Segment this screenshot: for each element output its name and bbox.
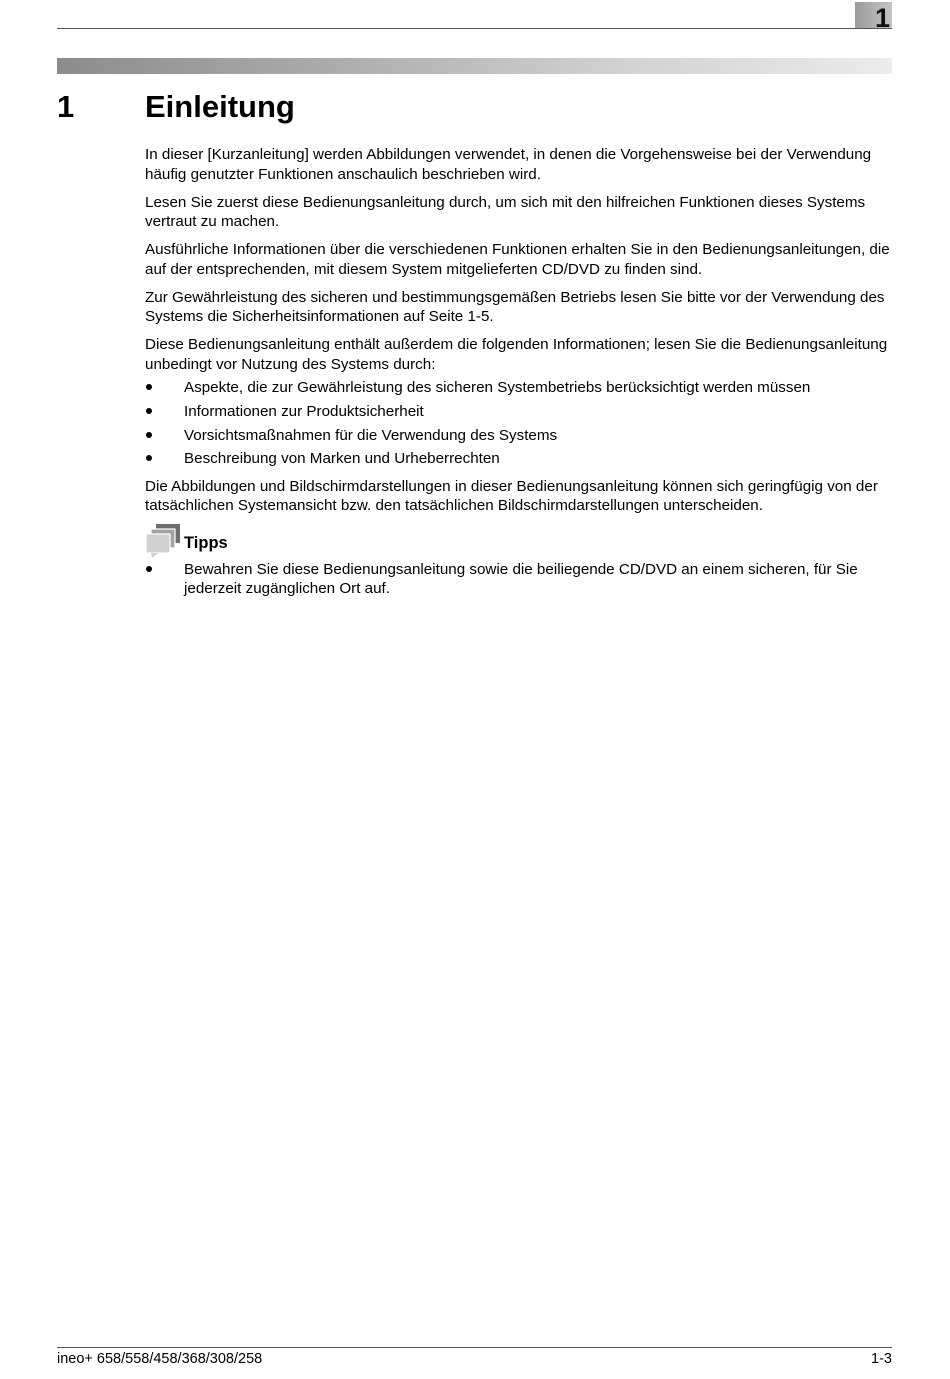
chapter-tab [855,2,892,33]
tips-icon [145,524,183,558]
footer-model: ineo+ 658/558/458/368/308/258 [57,1351,263,1367]
main-content [145,145,895,607]
chapter-gradient-bar [57,58,892,74]
paragraph: Lesen Sie zuerst diese Bedienungsanleitung durch, um sich mit den hilfreichen Funktionen dieses Systems vertraut zu machen. [145,193,866,230]
closing-paragraph: Die Abbildungen und Bildschirmdarstellungen in dieser Bedienungsanleitung können sich geringfügig von der tatsächlichen Systemansicht bzw. den tatsächlichen Bildschirmdarstellungen unterscheiden. [145,477,878,515]
list-item [145,449,895,469]
bullet-icon [146,432,152,438]
list-item [145,560,895,599]
bullet-icon [146,566,152,572]
header-rule [57,28,892,29]
list-item [145,426,895,446]
list-item-text: Beschreibung von Marken und Urheberrechten [184,450,500,468]
tips-bullet-list [145,560,895,599]
footer-page-number: 1-3 [871,1351,892,1367]
bullet-icon [146,384,152,390]
paragraph: Zur Gewährleistung des sicheren und bestimmungsgemäßen Betriebs lesen Sie bitte vor der Verwendung des Systems die Sicherheitsinformationen auf Seite 1-5. [145,288,885,325]
info-bullet-list [145,378,895,469]
chapter-heading [57,86,892,130]
tips-header [145,530,895,560]
footer-rule [57,1347,892,1348]
chapter-tab-number: 1 [874,3,890,33]
list-item-text: Aspekte, die zur Gewährleistung des sicheren Systembetriebs berücksichtigt werden müssen [184,379,811,396]
chapter-number: 1 [57,89,75,124]
paragraph: Diese Bedienungsanleitung enthält außerdem die folgenden Informationen; lesen Sie die Bedienungsanleitung unbedingt vor Nutzung des Systems durch: [145,336,888,373]
list-item [145,378,895,398]
list-item-text: Bewahren Sie diese Bedienungsanleitung sowie die beiliegende CD/DVD an einem sicheren, für Sie jederzeit zugänglichen Ort auf. [184,560,858,598]
tips-title: Tipps [184,533,228,552]
chapter-title: Einleitung [145,89,295,124]
list-item-text: Vorsichtsmaßnahmen für die Verwendung des Systems [184,426,558,444]
bullet-icon [146,455,152,461]
bullet-icon [146,408,152,414]
paragraph: In dieser [Kurzanleitung] werden Abbildungen verwendet, in denen die Vorgehensweise bei der Verwendung häufig genutzter Funktionen anschaulich beschrieben wird. [145,146,872,183]
paragraph: Ausführliche Informationen über die verschiedenen Funktionen erhalten Sie in den Bedienungsanleitungen, die auf der entsprechenden, mit diesem System mitgelieferten CD/DVD zu finden sind. [145,241,890,278]
list-item-text: Informationen zur Produktsicherheit [184,402,424,420]
list-item [145,402,895,422]
tips-block [145,530,895,599]
